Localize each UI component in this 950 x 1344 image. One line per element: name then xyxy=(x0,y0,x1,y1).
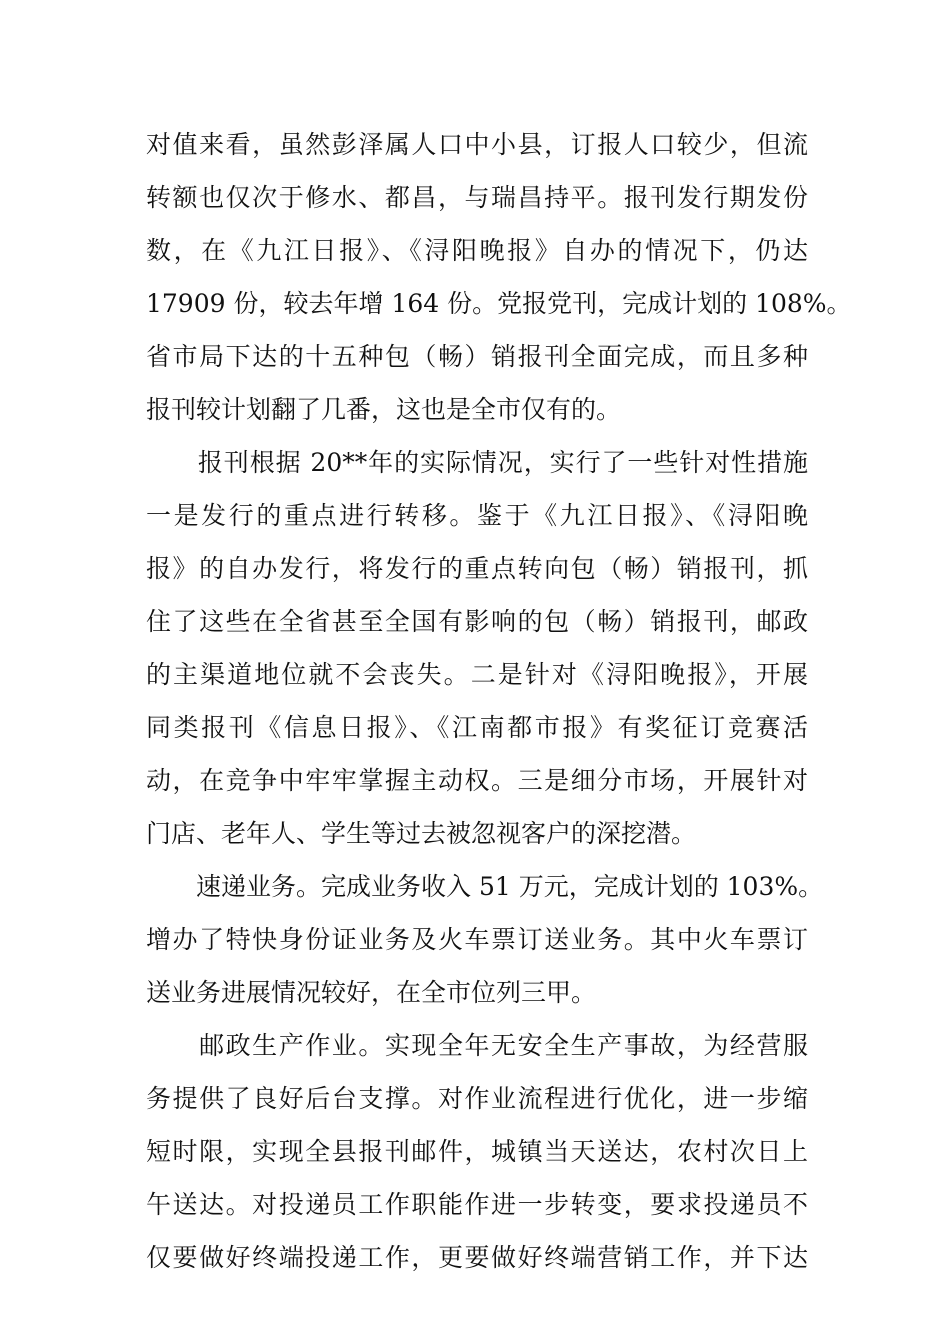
text-line: 省市局下达的十五种包（畅）销报刊全面完成，而且多种 xyxy=(146,342,808,371)
paragraph-1 xyxy=(146,118,852,436)
text-line: 报》的自办发行，将发行的重点转向包（畅）销报刊，抓 xyxy=(146,554,808,583)
paragraph-4 xyxy=(146,1019,808,1284)
text-line: 速递业务。完成业务收入 51 万元，完成计划的 103%。 xyxy=(146,872,824,901)
text-line: 增办了特快身份证业务及火车票订送业务。其中火车票订 xyxy=(146,925,808,954)
text-line: 门店、老年人、学生等过去被忽视客户的深挖潜。 xyxy=(146,819,697,848)
text-line: 务提供了良好后台支撑。对作业流程进行优化，进一步缩 xyxy=(146,1084,808,1113)
paragraph-3 xyxy=(146,860,824,1019)
text-line: 一是发行的重点进行转移。鉴于《九江日报》、《浔阳晚 xyxy=(146,501,808,530)
paragraph-2 xyxy=(146,436,808,860)
text-line: 数，在《九江日报》、《浔阳晚报》自办的情况下，仍达 xyxy=(146,236,808,265)
text-line: 报刊较计划翻了几番，这也是全市仅有的。 xyxy=(146,395,622,424)
text-line: 午送达。对投递员工作职能作进一步转变，要求投递员不 xyxy=(146,1190,808,1219)
text-line: 仅要做好终端投递工作，更要做好终端营销工作，并下达 xyxy=(146,1243,808,1272)
text-line: 同类报刊《信息日报》、《江南都市报》有奖征订竞赛活 xyxy=(146,713,808,742)
body-text xyxy=(146,118,852,1284)
text-line: 短时限，实现全县报刊邮件，城镇当天送达，农村次日上 xyxy=(146,1137,808,1166)
text-line: 转额也仅次于修水、都昌，与瑞昌持平。报刊发行期发份 xyxy=(146,183,808,212)
text-line: 报刊根据 20**年的实际情况，实行了一些针对性措施 xyxy=(146,448,808,477)
text-line: 送业务进展情况较好，在全市位列三甲。 xyxy=(146,978,597,1007)
text-line: 住了这些在全省甚至全国有影响的包（畅）销报刊，邮政 xyxy=(146,607,808,636)
text-line: 的主渠道地位就不会丧失。二是针对《浔阳晚报》，开展 xyxy=(146,660,808,689)
text-line: 对值来看，虽然彭泽属人口中小县，订报人口较少，但流 xyxy=(146,130,808,159)
text-line: 动，在竞争中牢牢掌握主动权。三是细分市场，开展针对 xyxy=(146,766,808,795)
text-line: 邮政生产作业。实现全年无安全生产事故，为经营服 xyxy=(146,1031,808,1060)
text-line: 17909 份，较去年增 164 份。党报党刊，完成计划的 108%。 xyxy=(146,289,852,318)
